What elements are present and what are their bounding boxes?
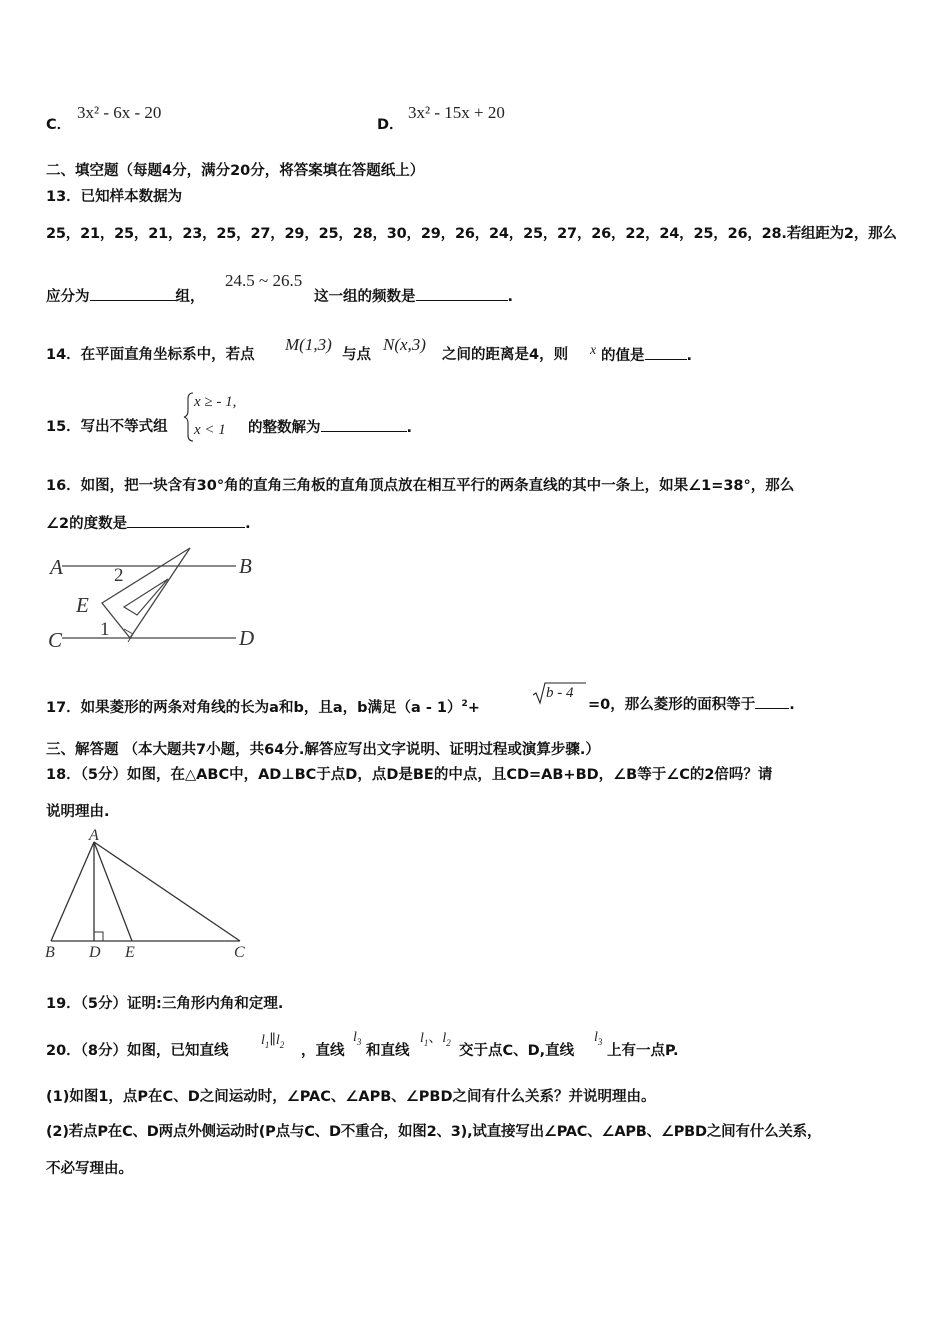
q16-label-c: C bbox=[48, 628, 63, 652]
q15-period: . bbox=[406, 420, 413, 436]
q20-subquestion-2-line1: (2)若点P在C、D两点外侧运动时(P点与C、D不重合，如图2、3),试直接写出∠PAC、∠APB、∠PBD之间有什么关系， bbox=[46, 1124, 822, 1140]
q13-data-line: 25，21，25，21，23，25，27，29，25，28，30，29，26，24，25，27，26，22，24，25，26，28.若组距为2，那么 bbox=[46, 226, 897, 242]
q20-l3b: l bbox=[594, 1030, 598, 1045]
q14-end: 的值是 bbox=[601, 348, 645, 364]
q17-suffix: =0，那么菱形的面积等于 bbox=[588, 697, 756, 713]
q20-subquestion-2-line2: 不必写理由。 bbox=[46, 1161, 133, 1177]
q20-l2b-sub: 2 bbox=[446, 1037, 451, 1048]
q14-after: 之间的距离是4，则 bbox=[442, 347, 569, 363]
q13-part2: 组， bbox=[175, 289, 205, 305]
q13-interval: 24.5 ~ 26.5 bbox=[225, 271, 303, 290]
q13-answer-line-2 bbox=[314, 286, 513, 307]
q18-line1: 18．（5分）如图，在△ABC中，AD⊥BC于点D，点D是BE的中点，且CD=AB+BD，∠B等于∠C的2倍吗？请 bbox=[46, 767, 773, 783]
q20-l2: l bbox=[275, 1033, 280, 1048]
q13-title: 13．已知样本数据为 bbox=[46, 189, 183, 205]
q16-label-2: 2 bbox=[114, 565, 124, 586]
q15-suffix-line bbox=[248, 417, 412, 438]
q14-point-n: N(x,3) bbox=[383, 335, 426, 354]
q20-l1b: l bbox=[420, 1031, 424, 1046]
q18-line2: 说明理由. bbox=[46, 804, 110, 820]
option-c-label: C． bbox=[46, 117, 72, 133]
q13-blank-frequency[interactable] bbox=[416, 286, 508, 301]
q16-figure bbox=[40, 543, 270, 658]
q20-l1b-sub: 1 bbox=[423, 1037, 429, 1048]
option-d bbox=[377, 115, 404, 135]
q13-blank-groups[interactable] bbox=[90, 286, 176, 301]
q20-end: 上有一点P. bbox=[607, 1043, 679, 1059]
q17-blank[interactable] bbox=[755, 694, 789, 709]
q17-suffix-line bbox=[588, 694, 795, 715]
q20-l1-sub: 1 bbox=[264, 1039, 270, 1050]
q16-label-1: 1 bbox=[100, 619, 110, 640]
q18-label-d: D bbox=[89, 944, 101, 961]
q20-meet: 交于点C、D,直线 bbox=[459, 1043, 575, 1059]
q20-l3-first bbox=[353, 1028, 361, 1052]
q13-part3: 这一组的频数是 bbox=[314, 289, 416, 305]
q17-plus: + bbox=[467, 699, 480, 716]
q13-answer-line bbox=[46, 286, 205, 307]
q17-period: . bbox=[789, 697, 795, 713]
q16-period: . bbox=[245, 516, 251, 532]
q18-side-ab bbox=[51, 842, 94, 941]
q15-inequality-2: x < 1 bbox=[194, 422, 226, 438]
q14-blank[interactable] bbox=[645, 345, 687, 360]
q20-l3b-sub: 3 bbox=[597, 1036, 603, 1047]
q18-label-e: E bbox=[125, 944, 135, 961]
q14-mid: 与点 bbox=[342, 347, 371, 363]
q15-inequality-1: x ≥ - 1, bbox=[194, 394, 237, 410]
q15-prefix: 15．写出不等式组 bbox=[46, 419, 168, 435]
q20-l1-l2-second bbox=[420, 1028, 451, 1053]
q16-line2 bbox=[46, 513, 251, 534]
q18-label-a: A bbox=[89, 827, 99, 844]
q18-label-b: B bbox=[45, 944, 55, 961]
option-d-label: D． bbox=[377, 117, 404, 133]
q14-period: . bbox=[686, 348, 693, 364]
q13-end: . bbox=[507, 289, 514, 305]
q18-side-ac bbox=[94, 842, 240, 941]
option-d-expression: 3x² - 15x + 20 bbox=[408, 103, 505, 122]
q20-l3-second bbox=[594, 1028, 602, 1052]
option-c bbox=[46, 115, 71, 135]
q15-suffix: 的整数解为 bbox=[248, 420, 321, 436]
section-2-heading: 二、填空题（每题4分，满分20分，将答案填在答题纸上） bbox=[46, 163, 425, 179]
q19-text: 19．（5分）证明:三角形内角和定理. bbox=[46, 996, 284, 1012]
q17-square: 2 bbox=[461, 699, 468, 709]
q14-point-m: M(1,3) bbox=[285, 335, 332, 354]
q16-label-e: E bbox=[76, 593, 89, 617]
q20-l2-sub: 2 bbox=[279, 1039, 285, 1050]
q17-prefix: 17．如果菱形的两条对角线的长为a和b，且a，b满足（a - 1） bbox=[46, 699, 462, 716]
q18-figure bbox=[42, 828, 257, 964]
q14-prefix: 14．在平面直角坐标系中，若点 bbox=[46, 347, 255, 363]
q20-prefix: 20．（8分）如图，已知直线 bbox=[46, 1043, 229, 1059]
q20-l1: l bbox=[261, 1033, 265, 1048]
q20-l2b: l bbox=[442, 1031, 447, 1046]
section-3-heading: 三、解答题 （本大题共7小题，共64分.解答应写出文字说明、证明过程或演算步骤.） bbox=[46, 742, 600, 758]
q20-parallel: ∥ bbox=[269, 1033, 276, 1048]
q14-var: x bbox=[590, 343, 597, 358]
q18-segment-ae bbox=[94, 842, 132, 941]
q17-radicand: b - 4 bbox=[546, 685, 574, 701]
q16-line2-text: ∠2的度数是 bbox=[46, 516, 128, 532]
q18-right-angle-mark bbox=[94, 932, 103, 941]
q20-subquestion-1: (1)如图1，点P在C、D之间运动时，∠PAC、∠APB、∠PBD之间有什么关系？并说明理由。 bbox=[46, 1089, 656, 1105]
q20-l1-l2-parallel bbox=[261, 1031, 284, 1055]
q16-label-b: B bbox=[239, 554, 252, 578]
q18-label-c: C bbox=[234, 944, 245, 961]
q16-label-d: D bbox=[239, 626, 255, 650]
q20-and-line: 和直线 bbox=[366, 1043, 410, 1059]
q16-blank[interactable] bbox=[127, 513, 245, 528]
q20-l3-sub: 3 bbox=[356, 1036, 362, 1047]
q20-sep: 、 bbox=[428, 1030, 443, 1046]
q16-label-a: A bbox=[50, 555, 63, 579]
q20-comma: ，直线 bbox=[301, 1043, 345, 1059]
option-c-expression: 3x² - 6x - 20 bbox=[77, 103, 162, 122]
q13-part1: 应分为 bbox=[46, 289, 90, 305]
q16-line1: 16．如图，把一块含有30°角的直角三角板的直角顶点放在相互平行的两条直线的其中一条上，如果∠1=38°，那么 bbox=[46, 478, 795, 494]
q15-blank[interactable] bbox=[321, 417, 407, 432]
q20-l3: l bbox=[353, 1030, 357, 1045]
q17-line bbox=[46, 694, 480, 718]
q14-end-line bbox=[601, 345, 692, 366]
